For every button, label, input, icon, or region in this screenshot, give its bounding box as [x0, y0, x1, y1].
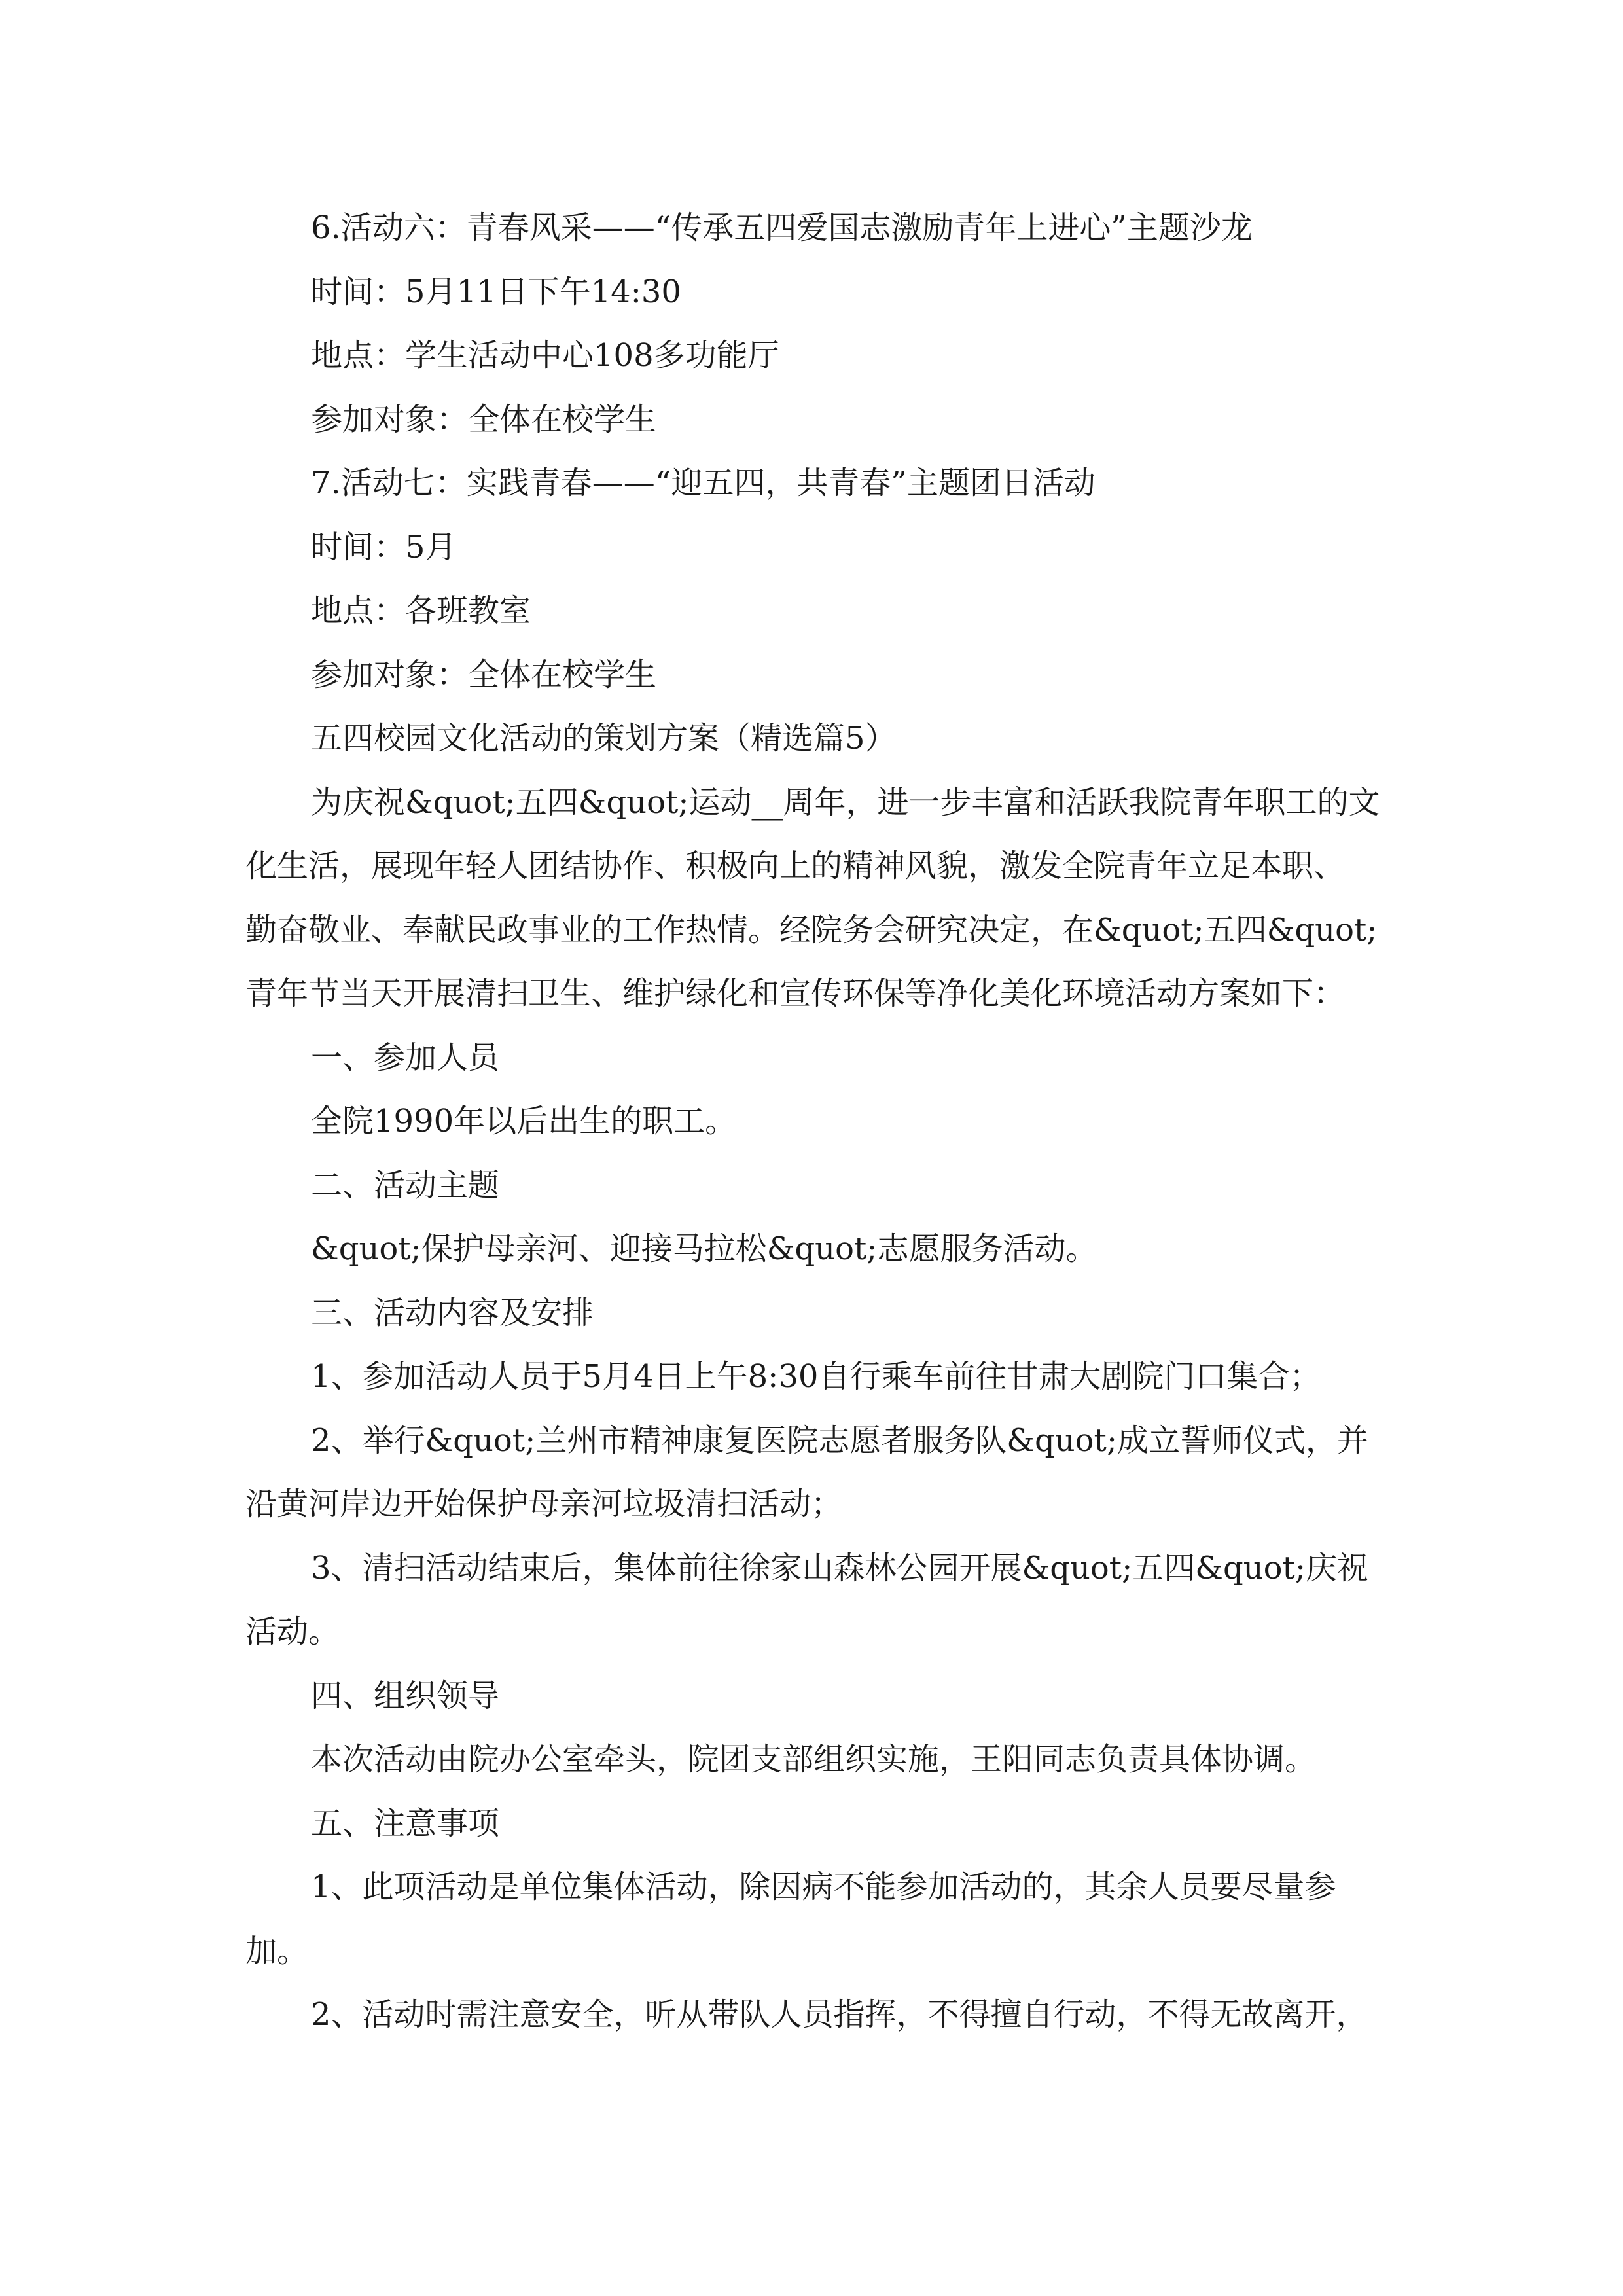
text-line: 3、清扫活动结束后，集体前往徐家山森林公园开展&quot;五四&quot;庆祝	[311, 1549, 1368, 1587]
text-line: 全院1990年以后出生的职工。	[311, 1103, 737, 1139]
text-line: 活动。	[245, 1613, 340, 1650]
text-line: 四、组织领导	[311, 1677, 500, 1714]
text-line: &quot;保护母亲河、迎接马拉松&quot;志愿服务活动。	[311, 1230, 1097, 1267]
text-line: 本次活动由院办公室牵头，院团支部组织实施，王阳同志负责具体协调。	[311, 1741, 1317, 1778]
text-line: 地点：各班教室	[311, 592, 531, 629]
text-line: 沿黄河岸边开始保护母亲河垃圾清扫活动；	[245, 1486, 843, 1522]
text-line: 2、活动时需注意安全，听从带队人员指挥，不得擅自行动，不得无故离开，	[311, 1996, 1368, 2033]
text-line: 五、注意事项	[311, 1804, 500, 1842]
text-line: 二、活动主题	[311, 1166, 500, 1204]
text-line: 勤奋敬业、奉献民政事业的工作热情。经院务会研究决定，在&quot;五四&quot;	[245, 911, 1378, 948]
text-line: 6.活动六：青春风采——“传承五四爱国志激励青年上进心”主题沙龙	[311, 209, 1253, 246]
text-line: 地点：学生活动中心108多功能厅	[311, 337, 779, 374]
text-line: 1、此项活动是单位集体活动，除因病不能参加活动的，其余人员要尽量参	[311, 1869, 1336, 1905]
text-line: 时间：5月11日下午14:30	[311, 273, 681, 310]
text-line: 加。	[245, 1932, 309, 1969]
text-line: 1、参加活动人员于5月4日上午8:30自行乘车前往甘肃大剧院门口集合；	[311, 1358, 1321, 1395]
text-line: 参加对象：全体在校学生	[311, 401, 657, 438]
text-line: 化生活，展现年轻人团结协作、积极向上的精神风貌，激发全院青年立足本职、	[245, 848, 1346, 884]
text-line: 青年节当天开展清扫卫生、维护绿化和宣传环保等净化美化环境活动方案如下：	[245, 975, 1346, 1012]
text-line: 7.活动七：实践青春——“迎五四，共青春”主题团日活动	[311, 465, 1096, 501]
text-line: 2、举行&quot;兰州市精神康复医院志愿者服务队&quot;成立誓师仪式，并	[311, 1422, 1368, 1459]
text-line: 一、参加人员	[311, 1039, 500, 1076]
text-line: 为庆祝&quot;五四&quot;运动__周年，进一步丰富和活跃我院青年职工的文	[311, 783, 1380, 821]
text-line: 时间：5月	[311, 528, 457, 565]
text-line: 五四校园文化活动的策划方案（精选篇5）	[311, 720, 897, 757]
document-body	[245, 196, 1397, 2047]
text-line: 参加对象：全体在校学生	[311, 656, 657, 693]
text-line: 三、活动内容及安排	[311, 1294, 594, 1331]
